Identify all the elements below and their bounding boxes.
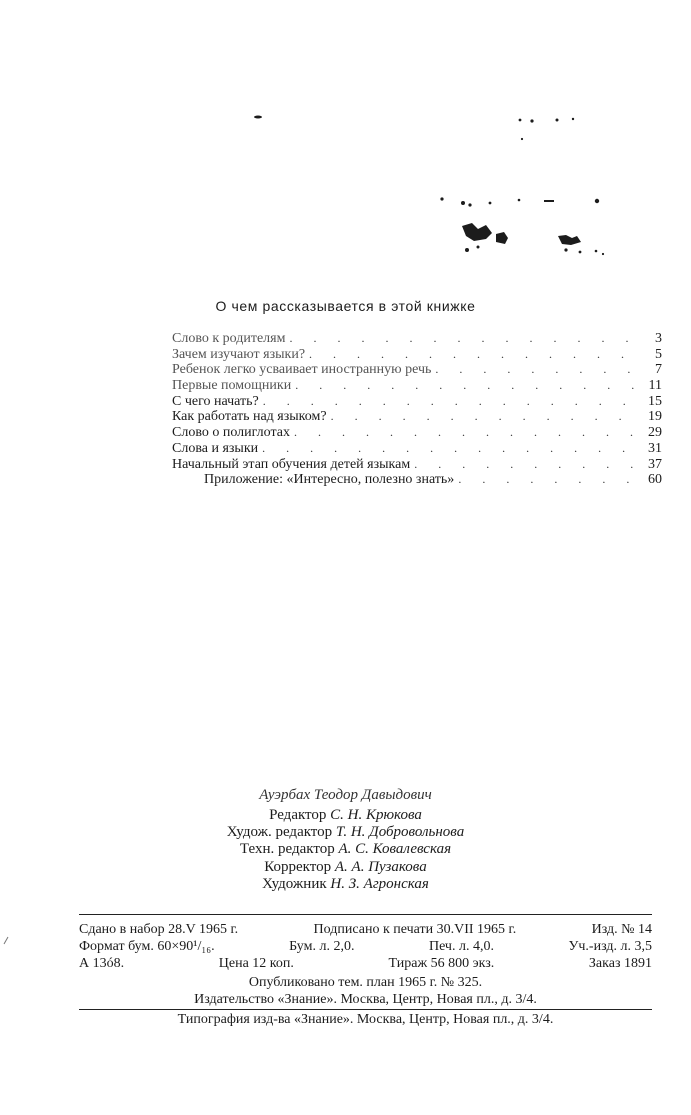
toc-leader-dots — [309, 347, 638, 363]
imprint-printer-line: Типография изд-ва «Знание». Москва, Центр, Новая пл., д. 3/4. — [177, 1012, 554, 1027]
credit-role: Художник — [262, 875, 327, 892]
toc-entry — [172, 409, 662, 425]
toc-entry — [172, 425, 662, 441]
imprint-plan-line: Опубликовано тем. план 1965 г. № 325. — [248, 975, 483, 990]
imprint-row — [79, 921, 652, 938]
toc-entry-title: Зачем изучают языки? — [172, 346, 306, 362]
credit-line — [0, 876, 691, 893]
toc-leader-dots — [263, 394, 638, 410]
toc-leader-dots — [458, 472, 638, 488]
imprint-edit-sheets: Уч.-изд. л. 3,5 — [568, 939, 652, 954]
toc-leader-dots — [331, 409, 638, 425]
toc-entry-page: 15 — [648, 393, 662, 409]
toc-entry-title: Начальный этап обучения детей языкам — [172, 456, 411, 472]
toc-entry-title: Слова и языки — [172, 440, 259, 456]
toc-entry — [172, 331, 662, 347]
toc-entry — [172, 378, 662, 394]
toc-entry-page: 11 — [648, 378, 662, 394]
credit-line — [0, 841, 691, 858]
toc-entry-title: Слово к родителям — [172, 331, 286, 346]
toc-entry — [172, 457, 662, 473]
imprint-format: Формат бум. 60×90¹/₁₆. — [79, 939, 215, 954]
toc-leader-dots — [294, 425, 638, 441]
credits-block — [0, 807, 691, 893]
toc-entry-title: Слово о полиглотах — [172, 425, 290, 441]
toc-entry — [172, 441, 662, 457]
toc-entry-page: 37 — [648, 456, 662, 472]
imprint-price: Цена 12 коп. — [218, 956, 294, 971]
toc-title: О чем рассказывается в этой книжке — [215, 298, 476, 314]
imprint-publisher-line: Издательство «Знание». Москва, Центр, Новая пл., д. 3/4. — [194, 992, 537, 1007]
credit-name: С. Н. Крюкова — [330, 807, 422, 823]
toc-entry — [172, 347, 662, 363]
imprint-order: Заказ 1891 — [588, 956, 652, 971]
toc-leader-dots — [435, 362, 638, 378]
credit-name: А. С. Ковалевская — [338, 841, 452, 858]
credit-role: Техн. редактор — [239, 841, 335, 858]
toc-entry — [172, 472, 662, 488]
credit-name: Т. Н. Добровольнова — [335, 824, 465, 841]
credit-line — [0, 859, 691, 876]
credit-role: Редактор — [269, 807, 327, 823]
toc-entry-page: 19 — [648, 409, 662, 425]
toc-leader-dots — [295, 378, 638, 394]
imprint-row — [79, 955, 652, 972]
toc-leader-dots — [289, 331, 638, 347]
toc-leader-dots — [414, 457, 638, 473]
toc-entry-page: 5 — [655, 346, 662, 362]
imprint-paper-sheets: Бум. л. 2,0. — [289, 939, 355, 954]
imprint-row — [79, 938, 652, 955]
credit-name: Н. З. Агронская — [330, 875, 429, 892]
credit-role: Худож. редактор — [226, 824, 333, 841]
imprint-signed-date: Подписано к печати 30.VII 1965 г. — [313, 922, 517, 937]
imprint-print-run: Тираж 56 800 экз. — [388, 956, 495, 971]
toc-entry-title: Приложение: «Интересно, полезно знать» — [204, 472, 455, 488]
toc-entry-page: 60 — [648, 472, 662, 488]
imprint-edition-number: Изд. № 14 — [591, 922, 652, 937]
imprint-typeset-date: Сдано в набор 28.V 1965 г. — [79, 922, 239, 937]
imprint-bottom-rule — [79, 1009, 652, 1010]
toc-entry-page: 31 — [648, 440, 662, 456]
toc-entry — [172, 394, 662, 410]
author-name: Ауэрбах Теодор Давыдович — [259, 787, 432, 803]
credit-line — [0, 807, 691, 824]
toc-entry-title: Как работать над языком? — [172, 409, 327, 425]
toc-entry — [172, 362, 662, 378]
toc-entry-title: Ребенок легко усваивает иностранную речь — [172, 362, 432, 378]
credit-role: Корректор — [264, 858, 332, 875]
toc-entry-title: Первые помощники — [172, 378, 292, 394]
table-of-contents — [172, 331, 662, 488]
margin-mark — [2, 936, 10, 946]
credit-line — [0, 824, 691, 841]
imprint-top-rule — [79, 914, 652, 915]
imprint-index: А 13ó8. — [79, 956, 125, 971]
toc-entry-page: 3 — [655, 331, 662, 346]
toc-entry-page: 29 — [648, 425, 662, 441]
credit-name: А. А. Пузакова — [334, 858, 427, 875]
toc-entry-page: 7 — [655, 362, 662, 378]
imprint-print-sheets: Печ. л. 4,0. — [428, 939, 494, 954]
imprint-block — [79, 914, 652, 1028]
toc-leader-dots — [262, 441, 638, 457]
print-specks — [0, 0, 691, 300]
toc-entry-title: С чего начать? — [172, 393, 259, 409]
